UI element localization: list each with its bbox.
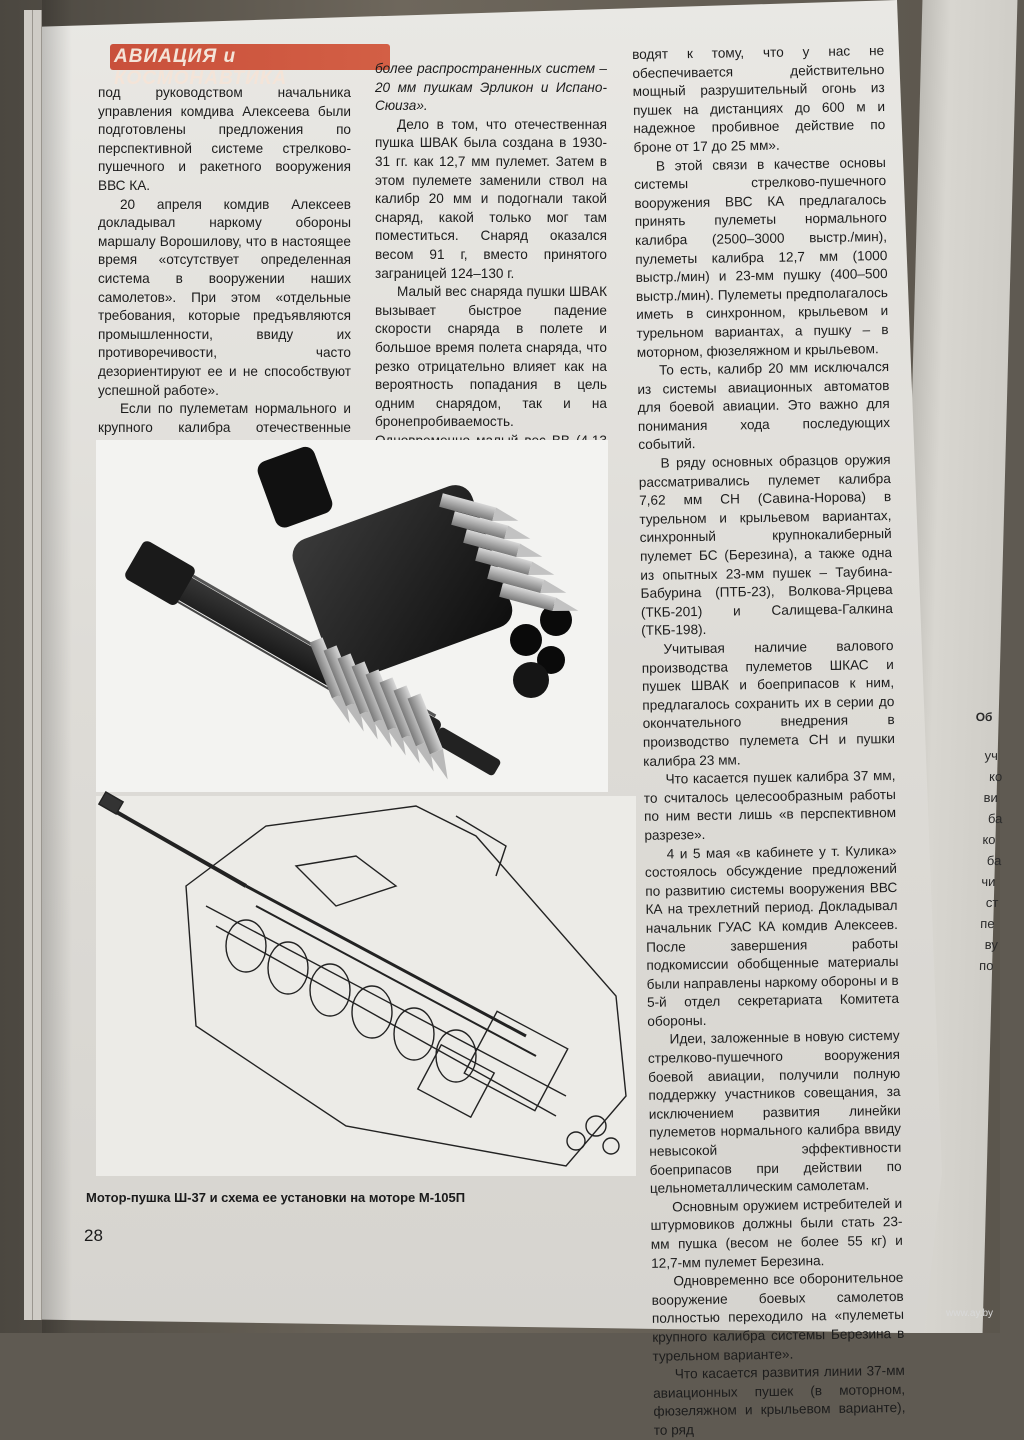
watermark: www.ay.by xyxy=(946,1308,994,1319)
page-number: 28 xyxy=(84,1226,103,1245)
paragraph: Основным оружием истребителей и штурмовиков должны были стать 23-мм пушка (весом не более 55 кг) и 12,7-мм пулемет Березина. xyxy=(650,1195,903,1271)
page-shadow xyxy=(42,0,72,1333)
adjacent-page-letter: ву xyxy=(984,937,999,952)
paragraph: Учитывая наличие валового производства пулеметов ШКАС и пушек ШВАК и боеприпасов к ним, предлагалось сохранить их в серии до окончательного внедрения в производство пулемета СН и пушки калибра 23 мм. xyxy=(641,637,896,769)
cannon-photo xyxy=(96,440,608,792)
adjacent-page-letter: ст xyxy=(985,895,999,910)
paragraph: То есть, калибр 20 мм исключался из системы авиационных автоматов для боевой авиации. Это важно для понимания хода последующих событий. xyxy=(637,359,891,453)
paragraph: В ряду основных образцов оружия рассматривались пулемет калибра 7,62 мм СН (Савина-Норова) в турельном и крыльевом вариантах, синхронный крупнокалиберный пулемет БС (Березина), а также одна из опытных 23-мм пушек – Таубина-Бабурина (ПТБ-23), Волкова-Ярцева (ТКБ-201) и Салищева-Галкина (ТКБ-198). xyxy=(638,452,893,639)
paragraph: Что касается развития линии 37-мм авиационных пушек (в моторном, фюзеляжном и крыльевом варианте), то ряд xyxy=(653,1363,906,1438)
paragraph: более распространенных систем – 20 мм пушкам Эрликон и Испано-Сюиза». xyxy=(375,61,607,114)
paragraph: 4 и 5 мая «в кабинете у т. Кулика» состоялось обсуждение предложений по развитию системы вооружения ВВС КА на трехлетний период. Докладывал начальник ГУАС КА комдив Алексеев. После завершения работы подкомиссии обобщенные материалы были направлены наркому обороны и в 5-й отдел секретариата Комитета обороны. xyxy=(644,842,900,1029)
adjacent-page-letter: ко xyxy=(988,769,1003,784)
magazine-header-title: АВИАЦИЯ и КОСМОНАВТИКА xyxy=(114,46,288,89)
adjacent-page-letter: ви xyxy=(983,790,998,805)
engine-mount-drawing xyxy=(96,796,636,1176)
paragraph: Малый вес снаряда пушки ШВАК вызывает быстрое падение скорости снаряда в полете и большое время полета снаряда, что резко отрицательно влияет как на вероятность попадания в цель одним снарядом, так и на бронепробиваемость. xyxy=(375,284,607,430)
adjacent-page-letter: ба xyxy=(987,811,1003,826)
paragraph: В этой связи в качестве основы системы стрелково-пушечного вооружения ВВС КА предлагалось принять пулеметы нормального калибра (2500–3000 выстр./мин), пулеметы калибра 12,7 мм (1000 выстр./мин) и 23-мм пушку (400–500 выстр./мин). Пулеметы предполагалось иметь в синхронном, крыльевом и турельном вариантах, а пушку – в моторном, фюзеляжном и крыльевом. xyxy=(634,154,889,360)
paragraph: водят к тому, что у нас не обеспечивается действительно мощный разрушительный огонь из пушек на дистанциях до 600 м и надежное пробивное действие по броне от 17 до 25 мм». xyxy=(632,43,886,155)
paragraph: Одновременно все оборонительное вооружение боевых самолетов полностью переходило на «пулеметы крупного калибра системы Березина в турельном варианте». xyxy=(651,1270,905,1364)
cannon-photo-illustration xyxy=(96,440,608,792)
adjacent-page-fragment: Об xyxy=(975,710,993,724)
adjacent-page-letter: ба xyxy=(986,853,1002,868)
paragraph: Дело в том, что отечественная пушка ШВАК была создана в 1930-31 гг. как 12,7 мм пулемет. Затем в этом пулемете заменили ствол на калибр 20 мм и подогнали такой снаряд, какой только мог там поместиться. Снаряд оказался весом 91 г, вместо принятого заграницей 124–130 г. xyxy=(375,116,607,281)
paragraph: под руководством начальника управления комдива Алексеева были подготовлены предложения по перспективной системе стрелково-пушечного и ракетного вооружения ВВС КА. xyxy=(98,85,351,193)
page-stack-edge xyxy=(24,10,33,1320)
paragraph: Что касается пушек калибра 37 мм, то считалось целесообразным работы по ним вести лишь «в перспективном разрезе». xyxy=(643,768,897,843)
paragraph: Идеи, заложенные в новую систему стрелково-пушечного вооружения боевой авиации, получили полную поддержку участников совещания, за исключением развития линейки пулеметов нормального калибра ввиду невысокой эффективности боеприпасов при действии по цельнометаллическим самолетам. xyxy=(647,1028,902,1197)
engine-mount-diagram xyxy=(96,796,636,1176)
paragraph: Если по пулеметам нормального и крупного калибра отечественные xyxy=(98,401,351,435)
adjacent-page-letter: ко xyxy=(982,832,996,847)
adjacent-page-letter: по xyxy=(978,958,994,973)
paragraph: 20 апреля комдив Алексеев докладывал наркому обороны маршалу Ворошилову, что в настоящее время «отсутствует определенная система в вооружении наших самолетов». При этом «отдельные требования, которые предъявляются промышленности, ввиду их противоречивости, часто дезориентируют ее и не способствуют успешной работе». xyxy=(98,196,351,398)
text-column-3 xyxy=(632,42,906,1440)
adjacent-page-letter: пе xyxy=(980,916,995,931)
adjacent-page-letter: чи xyxy=(981,874,996,889)
adjacent-page-letter: уч xyxy=(984,748,999,763)
page-stack-edge xyxy=(33,10,42,1320)
figure-caption: Мотор-пушка Ш-37 и схема ее установки на моторе М-105П xyxy=(86,1190,466,1205)
